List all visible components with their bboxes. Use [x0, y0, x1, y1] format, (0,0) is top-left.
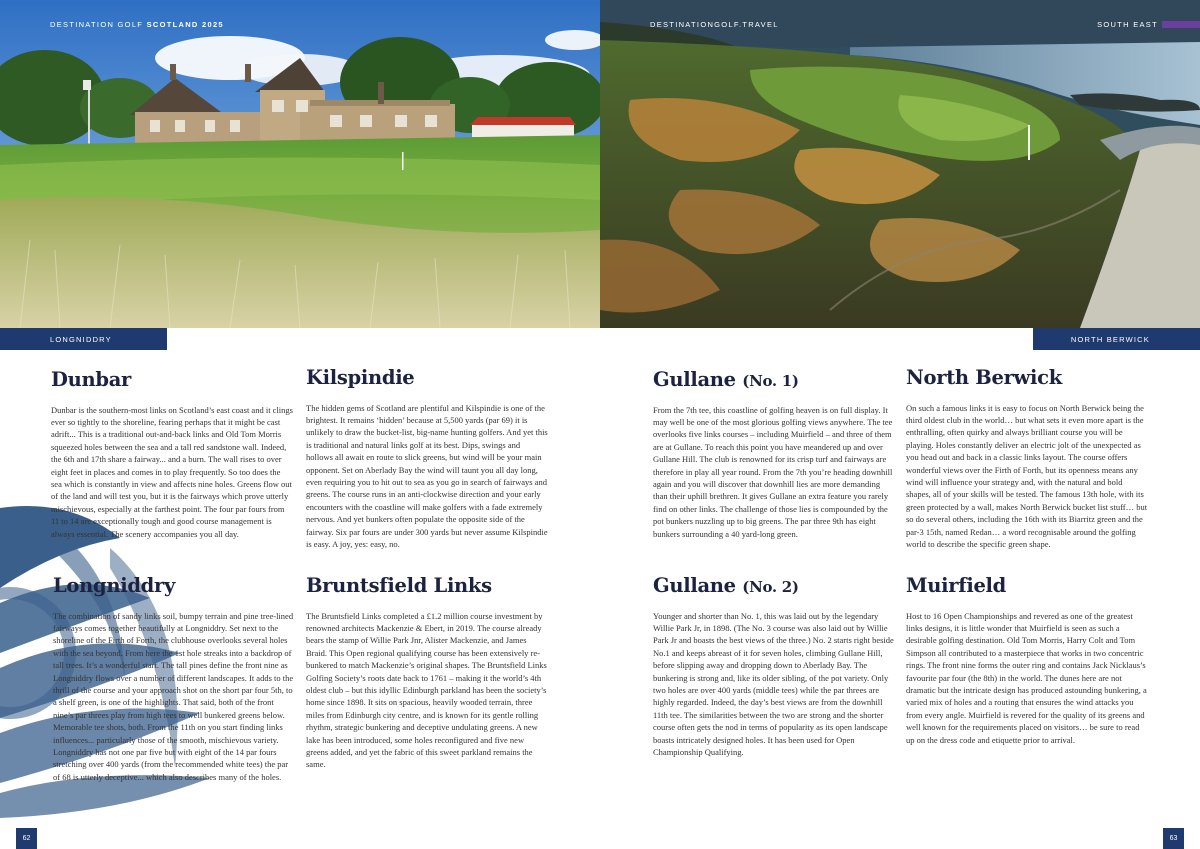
running-head-website: DESTINATIONGOLF.TRAVEL [650, 20, 779, 29]
article-bruntsfield-links [306, 576, 548, 771]
region-accent-bar [1162, 21, 1200, 28]
article-title-sub: (No. 2) [742, 578, 799, 596]
article-body: Younger and shorter than No. 1, this was laid out by the legendary Willie Park Jr, in 1898. (The No. 3 course was also laid out by Willie Park Jr and boasts the best views of the three.) No. 2 starts right beside No.1 and keeps abreast of it for seven holes, climbing Gullane Hill, before slipping away and dropping down to Aberlady Bay. The bunkering is strong and, like its older sibling, of the pot variety. Only two holes are over 400 yards (middle tees) while the par threes are highly regarded. Indeed, the day’s best views are from the downhill 11th tee. The similarities between the two are strong and the shorter course often gets the nod in terms of popularity as its open landscape boasts intricately designed holes. It has been used for Open Championship Qualifying. [653, 610, 894, 757]
article-body: Dunbar is the southern-most links on Scotland’s east coast and it clings ever so tightly to the shoreline, fearing perhaps that it might be cast adrift... This is a traditional out-and-back links and Old Tom Morris squeezed holes between the sea and a tall red sandstone wall. Indeed, the 6th and 17th share a fairway... and a burn. The wall rises to over eight feet in places and comes in to play frequently. So too does the sea which is constantly in view and affects nine holes. Greens flow out of the land and will test you, but it is the fairways which prove utterly mischievous, especially at the farthest point. The four par fours from 11 to 14 are exceptionally tough and good course management is always essential. The scenery accompanies you all day. [51, 404, 293, 539]
article-title: North Berwick [906, 366, 1062, 389]
article-body: From the 7th tee, this coastline of golfing heaven is on full display. It may well be one of the most glorious golfing views anywhere. The tee overlooks five links courses – including Muirfield – and three of them are at Gullane. To reach this point you have meandered up and over Gullane Hill. The club is renowned for its crisp turf and fairways are therefore in play all year round. From the 7th you’re heading downhill again and you will discover that downhill lies are more demanding than their uphill brethren. It gives Gullane an extra feature you rarely find on other links. The challenge of those lies is compounded by the pot bunkers nuzzling up to big greens. The par three 9th has eight bunkers surrounding a 40 yard-long green. [653, 404, 893, 539]
article-title [653, 576, 895, 596]
north-berwick-links-photo [600, 0, 1200, 328]
article-body: On such a famous links it is easy to focus on North Berwick being the third oldest club in the world… but what sets it even more apart is the enthralling, often quirky and always brilliant course you will be playing. Holes constantly deliver an electric jolt of the unexpected as you head out and back in a classic links layout. The course offers wonderful views over the Firth of Forth, but its openness means any wind will influence your strategy and, with the natural and bold shapes, all of your skills will be tested. The famous 13th hole, with its green protected by a wall, makes North Berwick bucket list stuff… but so do several others, including the 16th with its Biarritz green and the par-3 15th, named Redan… a word recognisable around the golfing world to describe the specific green shape. [906, 402, 1148, 549]
article-kilspindie [306, 368, 548, 550]
article-title: Bruntsfield Links [306, 574, 492, 597]
longniddry-clubhouse-photo [0, 0, 600, 328]
page-number: 63 [1163, 828, 1184, 849]
article-body: The hidden gems of Scotland are plentiful and Kilspindie is one of the brightest. It remains ‘hidden’ because at 5,500 yards (par 69) it is unlikely to draw the bucket-list, big-name hunting golfers. And yet this is traditional and natural links golf at its best. Dips, swings and hollows all await en route to slick greens, but wind will be your main opponent. Set on Aberlady Bay the wind will taunt you all day long, even requiring you to hit out to sea as you go in search of fairways and greens. The course runs in an anti-clockwise direction and your early encounters with the coastline will make golfers with a fade extremely nervous. And yet bunkers often populate the opposite side of the fairway. Six par fours are under 300 yards but never assume Kilspindie is easy. A joy, yes: easy, no. [306, 402, 548, 549]
right-page [600, 0, 1200, 849]
article-gullane-no1 [653, 370, 895, 540]
article-body: The combination of sandy links soil, bumpy terrain and pine tree-lined fairways comes together beautifully at Longniddry. Set next to the shoreline of the Firth of Forth, the clubhouse overlooks several holes with the sea beyond. From here the 1st hole streaks into a backdrop of tall trees. It’s a wonderful start. The tall pines define the front nine as Longniddry flows over a number of different landscapes. It adds to the thrill of the course and your approach shot on the short par four 5th, to a shelf green, is one of the highlights. That said, both of the front nine’s par threes play from high tees to well bunkered greens below. Memorable tee shots, both. From the 11th on you start finding links influences... particularly those of the smooth, mischievous variety. Longniddry has not one par five but with eight of the 14 par fours stretching over 400 yards (from the recommended white tees) the par of 68 is utterly deceptive... which also describes many of the holes. [53, 610, 294, 782]
article-north-berwick [906, 368, 1148, 550]
article-longniddry [53, 576, 295, 783]
article-title: Kilspindie [306, 366, 415, 389]
magazine-title: DESTINATION GOLF [50, 20, 144, 29]
photo-caption-longniddry [0, 328, 167, 350]
photo-caption-text: LONGNIDDRY [50, 334, 112, 344]
article-gullane-no2 [653, 576, 895, 758]
page-number: 62 [16, 828, 37, 849]
article-muirfield [906, 576, 1148, 746]
photo-caption-text: NORTH BERWICK [1070, 334, 1150, 344]
running-head-magazine [50, 20, 224, 29]
article-title: Muirfield [906, 574, 1006, 597]
running-head-region: SOUTH EAST [1097, 20, 1158, 29]
article-body: Host to 16 Open Championships and revered as one of the greatest links designs, it is little wonder that Muirfield is seen as such a desirable golfing destination. Old Tom Morris, Harry Colt and Tom Simpson all contributed to a masterpiece that works in two concentric rings. The front nine forms the outer ring and contains Jack Nicklaus’s favourite par four (the 8th) in the world. The dunes here are not dramatic but the intricate design has produced astounding bunkering, a varied mix of holes and a routing that ensures the wind attacks you from every angle. Muirfield is revered for the quality of its greens and well known for the requirements placed on visitors… be sure to read up on the dress code and etiquette prior to arrival. [906, 610, 1147, 745]
article-dunbar [51, 370, 293, 540]
article-title-main: Gullane [653, 574, 736, 597]
magazine-issue: SCOTLAND 2025 [146, 20, 224, 29]
article-title [653, 370, 895, 390]
photo-caption-north-berwick [1033, 328, 1200, 350]
article-title: Dunbar [51, 368, 132, 391]
article-title: Longniddry [53, 574, 175, 597]
article-body: The Bruntsfield Links completed a £1.2 million course investment by renowned architects Mackenzie & Ebert, in 2019. The course already bears the stamp of Willie Park Jnr, Alister Mackenzie, and James Braid. This Open regional qualifying course has been extensively re-bunkered to match Mackenzie’s original shapes. The Bruntsfield Links Golfing Society’s roots date back to 1761 – making it the world’s 4th oldest club – but this idyllic Edinburgh parkland has been the society’s home since 1898. It sits on spacious, heavily wooded terrain, three miles from Edinburgh city centre, and is known for its gentle rolling rhythm, strategic bunkering and deceptive undulating greens. A new lake has been introduced, some holes reconfigured and five new greens added, and yet the fabric of this sweet parkland remains the same. [306, 610, 547, 770]
article-title-main: Gullane [653, 368, 736, 391]
article-title-sub: (No. 1) [742, 372, 799, 390]
